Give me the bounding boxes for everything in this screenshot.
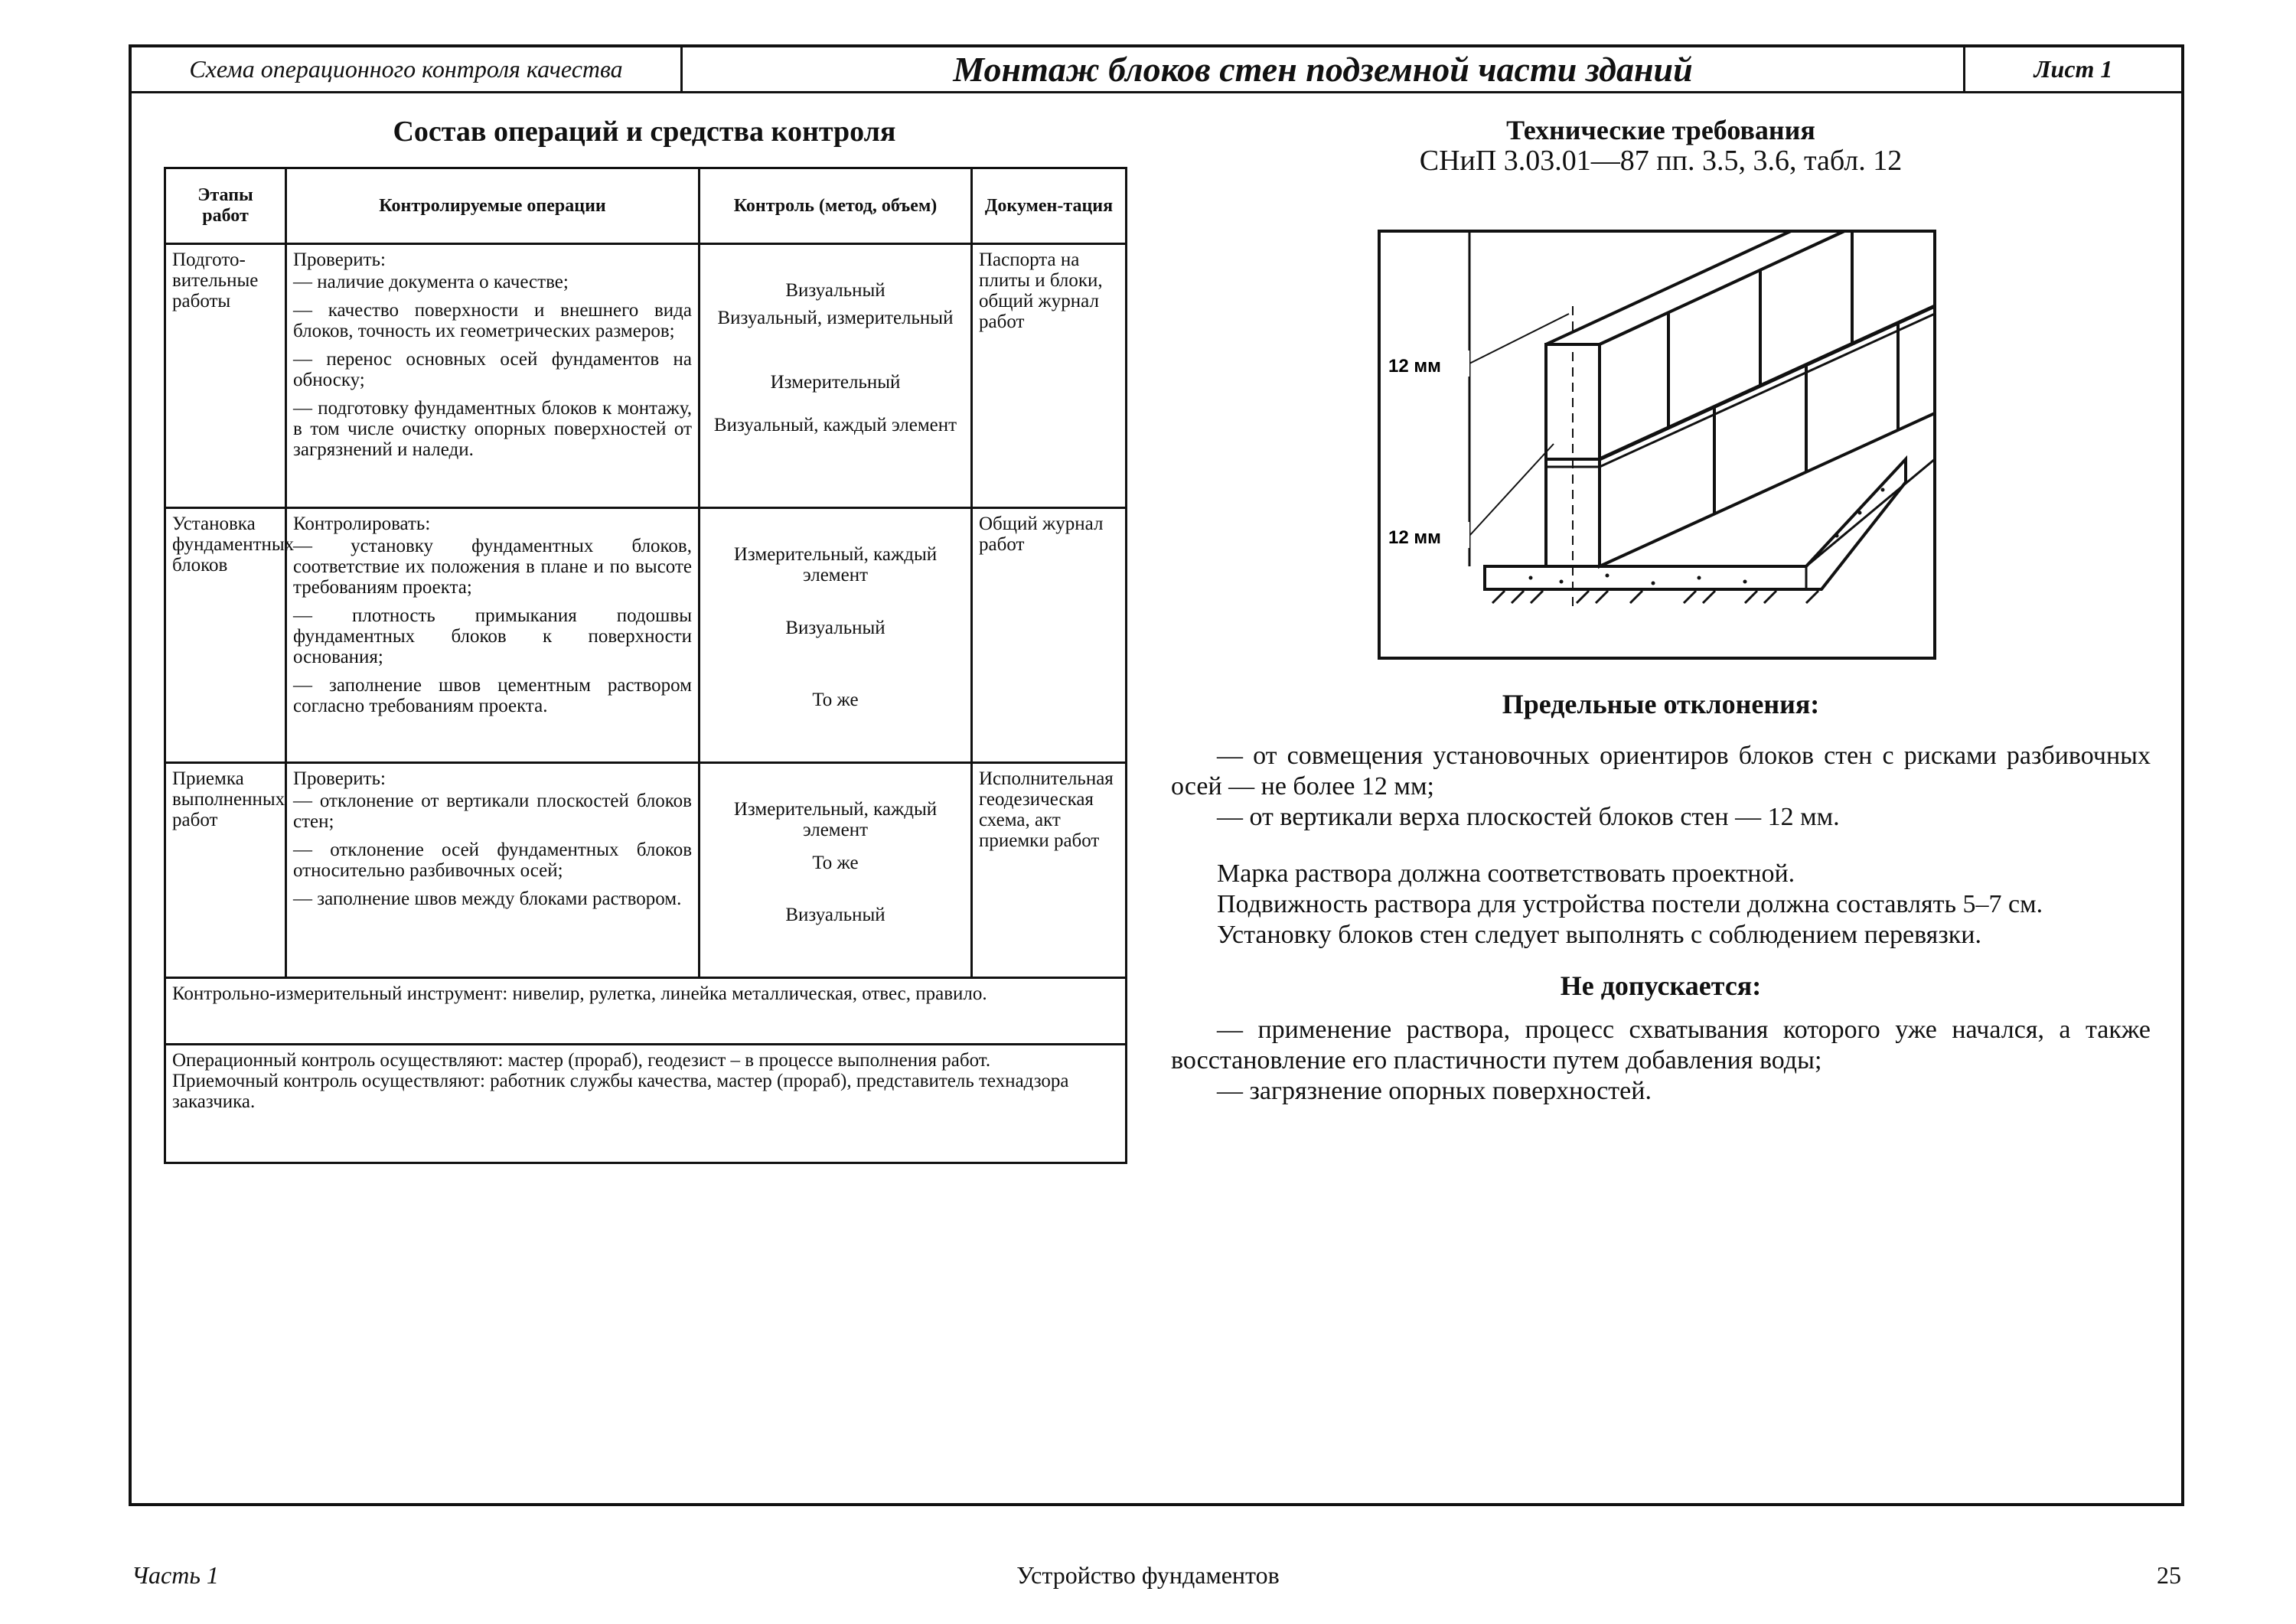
page-number: 25	[2157, 1561, 2181, 1589]
page-title: Монтаж блоков стен подземной части зданий	[683, 47, 1965, 91]
operation-item: — подготовку фундаментных блоков к монтажу, в том числе очистку опорных поверхностей от загрязнений и наледи.	[293, 398, 692, 460]
sheet-number: Лист 1	[2033, 55, 2113, 83]
control-item: Визуальный	[785, 618, 885, 638]
dimension-label-bottom: 12 мм	[1388, 527, 1441, 548]
control-cell	[700, 763, 972, 978]
control-item: То же	[812, 690, 859, 710]
stage-cell: Установка фундаментных блоков	[165, 508, 286, 763]
operations-cell	[286, 244, 700, 508]
table-row	[165, 763, 1127, 978]
footer-section-title: Устройство фундаментов	[1016, 1561, 1280, 1589]
col-header-stages: Этапы работ	[165, 168, 286, 244]
limits-section	[1171, 689, 2151, 1107]
limit-item: — от совмещения установочных ориентиров блоков стен с рисками разбивочных осей — не более 12 мм;	[1171, 742, 2151, 801]
docs-cell: Исполнительная геодезическая схема, акт приемки работ	[972, 763, 1127, 978]
limits-title: Предельные отклонения:	[1502, 689, 1820, 719]
footer-part: Часть 1	[132, 1561, 219, 1589]
control-item: Визуальный, измерительный	[717, 308, 954, 328]
operation-item: — перенос основных осей фундаментов на обноску;	[293, 349, 692, 390]
control-item: Измерительный, каждый элемент	[733, 544, 938, 585]
control-item: Визуальный	[785, 905, 885, 925]
forbidden-title: Не допускается:	[1560, 970, 1762, 1001]
control-notes-row	[165, 1045, 1127, 1163]
operation-item: — заполнение швов между блоками раствором.	[293, 889, 682, 909]
tech-requirements-title: Технические требования	[1506, 115, 1815, 145]
operations-table	[164, 167, 1127, 1164]
control-notes-cell	[165, 1045, 1127, 1163]
limit-item: — от вертикали верха плоскостей блоков стен — 12 мм.	[1217, 803, 1840, 831]
operations-lead: Контролировать:	[293, 514, 431, 534]
operation-item: — плотность примыкания подошвы фундаментных блоков к поверхности основания;	[293, 605, 692, 667]
operation-item: — заполнение швов цементным раствором согласно требованиям проекта.	[293, 675, 692, 716]
control-item: Визуальный, каждый элемент	[713, 415, 957, 435]
operations-cell	[286, 763, 700, 978]
requirement-note: Подвижность раствора для устройства постели должна составлять 5–7 см.	[1217, 890, 2043, 918]
operations-lead: Проверить:	[293, 768, 386, 789]
col-header-operations: Контролируемые операции	[286, 168, 700, 244]
docs-cell: Паспорта на плиты и блоки, общий журнал работ	[972, 244, 1127, 508]
operation-item: — наличие документа о качестве;	[293, 272, 569, 292]
operation-item: — качество поверхности и внешнего вида блоков, точность их геометрических размеров;	[293, 300, 692, 341]
docs-cell: Общий журнал работ	[972, 508, 1127, 763]
operation-item: — отклонение от вертикали плоскостей блоков стен;	[293, 791, 692, 832]
operations-lead: Проверить:	[293, 249, 386, 270]
stage-cell: Подгото-вительные работы	[165, 244, 286, 508]
header-scheme-label: Схема операционного контроля качества	[132, 47, 683, 91]
wall-blocks-figure	[1378, 230, 1936, 660]
operational-control-note: Операционный контроль осуществляют: мастер (прораб), геодезист – в процессе выполнения работ.	[172, 1050, 991, 1071]
stage-cell: Приемка выполненных работ	[165, 763, 286, 978]
forbidden-item: — загрязнение опорных поверхностей.	[1217, 1077, 1652, 1105]
acceptance-control-note: Приемочный контроль осуществляют: работник службы качества, мастер (прораб), представитель технадзора заказчика.	[172, 1071, 1069, 1112]
operation-item: — установку фундаментных блоков, соответствие их положения в плане и по высоте требованиям проекта;	[293, 536, 692, 598]
instruments-note: Контрольно-измерительный инструмент: нивелир, рулетка, линейка металлическая, отвес, правило.	[165, 978, 1127, 1045]
col-header-docs: Докумен-тация	[972, 168, 1127, 244]
operations-section-title: Состав операций и средства контроля	[393, 116, 896, 148]
col-header-control: Контроль (метод, объем)	[700, 168, 972, 244]
tech-requirements-reference: СНиП 3.03.01—87 пп. 3.5, 3.6, табл. 12	[1419, 145, 1903, 177]
control-item: Измерительный	[770, 372, 901, 393]
control-cell	[700, 508, 972, 763]
forbidden-item: — применение раствора, процесс схватывания которого уже начался, а также восстановление его пластичности путем добавления воды;	[1171, 1016, 2151, 1075]
instruments-row	[165, 978, 1127, 1045]
header-bar	[132, 47, 2181, 93]
table-header-row	[165, 168, 1127, 244]
requirement-note: Установку блоков стен следует выполнять с соблюдением перевязки.	[1217, 921, 1981, 949]
requirement-note: Марка раствора должна соответствовать проектной.	[1217, 859, 1795, 888]
dimension-label-top: 12 мм	[1388, 356, 1441, 377]
table-row	[165, 244, 1127, 508]
control-item: Измерительный, каждый элемент	[733, 799, 938, 840]
operations-cell	[286, 508, 700, 763]
operation-item: — отклонение осей фундаментных блоков относительно разбивочных осей;	[293, 840, 692, 881]
control-item: Визуальный	[785, 280, 885, 301]
control-cell	[700, 244, 972, 508]
tech-requirements-heading	[1171, 115, 2151, 176]
table-row	[165, 508, 1127, 763]
control-item: То же	[812, 853, 859, 873]
